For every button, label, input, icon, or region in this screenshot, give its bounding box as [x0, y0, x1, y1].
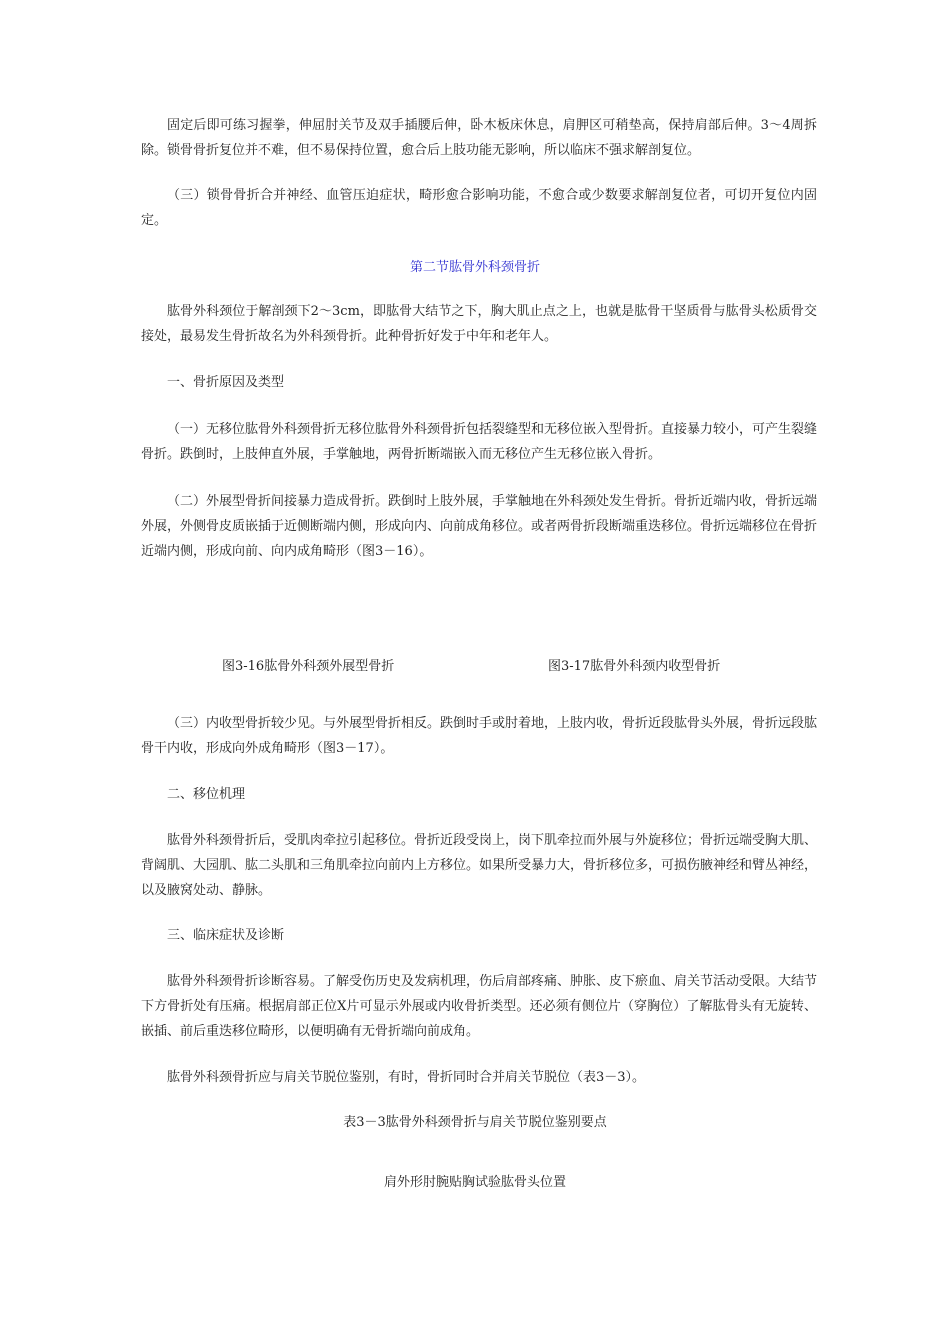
- heading-displacement-mechanism: 二、移位机理: [167, 787, 246, 802]
- paragraph-adduction-fracture: （三）内收型骨折较少见。与外展型骨折相反。跌倒时手或肘着地，上肢内收，骨折近段肱骨头外展，骨折远段肱骨干内收，形成向外成角畸形（图3－17）。: [141, 716, 818, 756]
- paragraph-diagnosis: 肱骨外科颈骨折诊断容易。了解受伤历史及发病机理，伤后肩部疼痛、肿胀、皮下瘀血、肩关节活动受限。大结节下方骨折处有压痛。根据肩部正位X片可显示外展或内收骨折类型。还必须有侧位片（穿胸位）了解肱骨头有无旋转、嵌插、前后重迭移位畸形，以便明确有无骨折端向前成角。: [141, 974, 818, 1039]
- table-title: 表3－3肱骨外科颈骨折与肩关节脱位鉴别要点: [343, 1115, 607, 1130]
- section-title: 第二节肱骨外科颈骨折: [409, 260, 540, 275]
- paragraph-surgical-neck-intro: 肱骨外科颈位于解剖颈下2～3cm，即肱骨大结节之下，胸大肌止点之上，也就是肱骨干坚质骨与肱骨头松质骨交接处，最易发生骨折故名为外科颈骨折。此种骨折好发于中年和老年人。: [141, 304, 817, 344]
- paragraph-clavicle-fixation: 固定后即可练习握拳，伸屈肘关节及双手插腰后伸，卧木板床休息，肩胛区可稍垫高，保持肩部后伸。3～4周拆除。锁骨骨折复位并不难，但不易保持位置，愈合后上肢功能无影响，所以临床不强求解剖复位。: [141, 118, 817, 158]
- paragraph-differential: 肱骨外科颈骨折应与肩关节脱位鉴别，有时，骨折同时合并肩关节脱位（表3－3）。: [167, 1070, 646, 1085]
- figure-caption-3-17: 图3-17肱骨外科颈内收型骨折: [548, 659, 721, 674]
- figure-caption-3-16: 图3-16肱骨外科颈外展型骨折: [222, 659, 395, 674]
- paragraph-clavicle-surgery: （三）锁骨骨折合并神经、血管压迫症状，畸形愈合影响功能，不愈合或少数要求解剖复位者，可切开复位内固定。: [141, 188, 817, 228]
- heading-clinical-diagnosis: 三、临床症状及诊断: [167, 928, 285, 943]
- paragraph-abduction-fracture: （二）外展型骨折间接暴力造成骨折。跌倒时上肢外展，手掌触地在外科颈处发生骨折。骨折近端内收，骨折远端外展，外侧骨皮质嵌插于近侧断端内侧，形成向内、向前成角移位。或者两骨折段断端重迭移位。骨折远端移位在骨折近端内侧，形成向前、向内成角畸形（图3－16）。: [141, 494, 818, 559]
- paragraph-nondisplaced-fracture: （一）无移位肱骨外科颈骨折无移位肱骨外科颈骨折包括裂缝型和无移位嵌入型骨折。直接暴力较小，可产生裂缝骨折。跌倒时，上肢伸直外展，手掌触地，两骨折断端嵌入而无移位产生无移位嵌入骨折。: [141, 422, 818, 462]
- heading-causes-and-types: 一、骨折原因及类型: [167, 375, 285, 390]
- paragraph-displacement-mechanism: 肱骨外科颈骨折后，受肌肉牵拉引起移位。骨折近段受岗上，岗下肌牵拉而外展与外旋移位；骨折远端受胸大肌、背阔肌、大园肌、肱二头肌和三角肌牵拉向前内上方移位。如果所受暴力大，骨折移位多，可损伤腋神经和臂丛神经，以及腋窝处动、静脉。: [141, 833, 818, 898]
- table-header-row: 肩外形肘腕贴胸试验肱骨头位置: [383, 1175, 566, 1190]
